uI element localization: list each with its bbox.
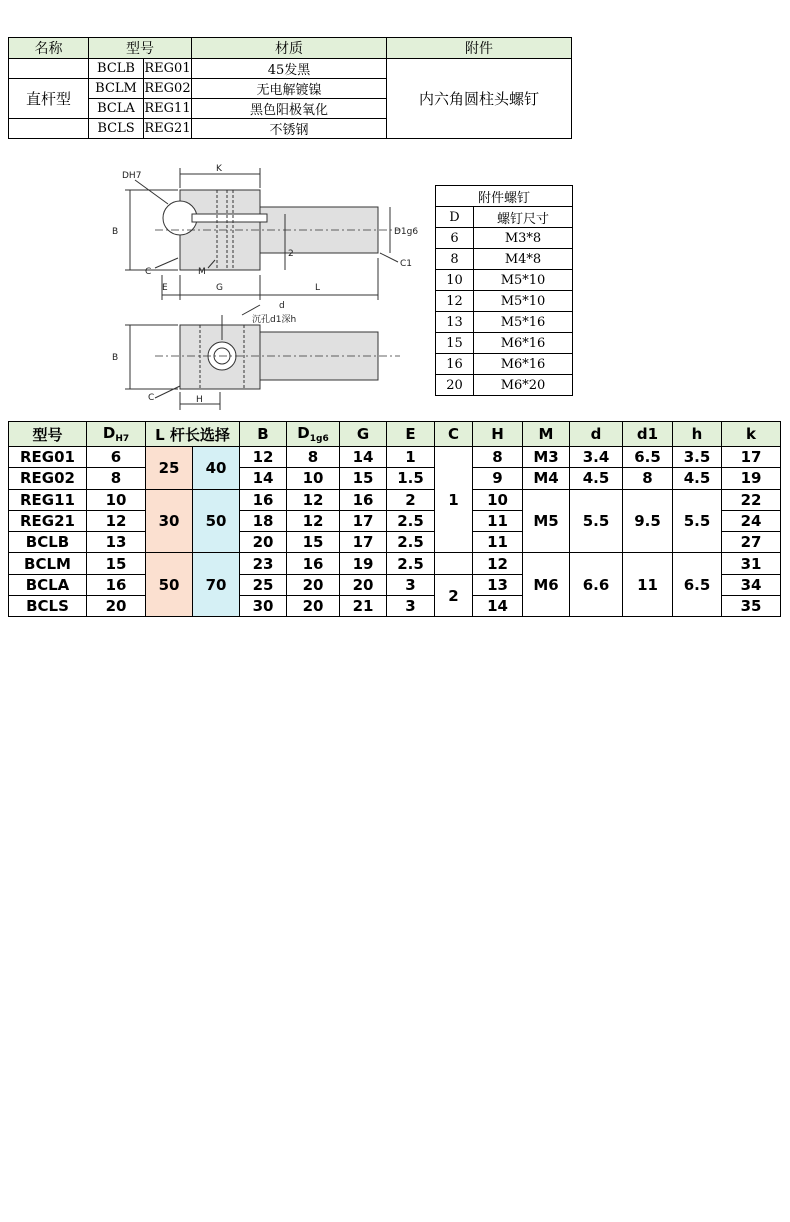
cell-model: REG02	[9, 468, 87, 489]
col-k: k	[722, 422, 781, 447]
cell-hh: 4.5	[673, 468, 722, 489]
header-material: 材质	[192, 38, 387, 59]
col-d: d	[570, 422, 623, 447]
label-d: d	[279, 301, 285, 311]
cell-d1g6: 20	[287, 596, 340, 617]
cell-h: 14	[473, 596, 523, 617]
cell-hh: 3.5	[673, 447, 722, 468]
cell-b: 23	[240, 553, 287, 574]
model-cell: BCLB	[89, 59, 144, 79]
model-cell: BCLS	[89, 119, 144, 139]
col-dh7: $D_{H7}$	[87, 422, 146, 447]
screw-d: 12	[436, 291, 474, 312]
cell-g: 20	[340, 574, 387, 595]
material-cell: 黑色阳极氧化	[192, 99, 387, 119]
screw-size: M6*16	[474, 354, 573, 375]
cell-c-empty	[435, 553, 473, 574]
table-row	[9, 489, 781, 510]
screw-size: M6*16	[474, 333, 573, 354]
material-cell: 无电解镀镍	[192, 79, 387, 99]
material-cell: 45发黑	[192, 59, 387, 79]
dimension-table	[8, 421, 781, 617]
cell-dh7: 8	[87, 468, 146, 489]
cell-d1g6: 16	[287, 553, 340, 574]
screw-d: 15	[436, 333, 474, 354]
cell-d: 4.5	[570, 468, 623, 489]
cell-dh7: 13	[87, 532, 146, 553]
cell-d1g6: 10	[287, 468, 340, 489]
label-d1g6: D1g6	[394, 227, 419, 237]
label-b: B	[112, 227, 119, 237]
cell-k: 24	[722, 510, 781, 531]
label-b2: B	[112, 353, 119, 363]
table-row	[9, 447, 781, 468]
cell-h: 11	[473, 510, 523, 531]
col-hh: h	[673, 422, 722, 447]
cell-model: BCLB	[9, 532, 87, 553]
cell-b: 25	[240, 574, 287, 595]
label-m: M	[198, 267, 206, 277]
cell-g: 16	[340, 489, 387, 510]
cell-e: 1.5	[387, 468, 435, 489]
cell-k: 17	[722, 447, 781, 468]
model-cell: REG21	[144, 119, 192, 139]
cell-g: 15	[340, 468, 387, 489]
cell-e: 2.5	[387, 510, 435, 531]
material-table	[8, 37, 572, 139]
screw-size: M4*8	[474, 249, 573, 270]
cell-l-a: 30	[146, 489, 193, 553]
cell-k: 34	[722, 574, 781, 595]
cell-d1g6: 12	[287, 510, 340, 531]
label-k: K	[216, 164, 222, 174]
model-cell: REG02	[144, 79, 192, 99]
label-c1: C1	[400, 259, 413, 269]
screw-size: M5*10	[474, 270, 573, 291]
cell-h: 10	[473, 489, 523, 510]
cell-b: 18	[240, 510, 287, 531]
label-c: C	[145, 267, 152, 277]
model-cell: REG11	[144, 99, 192, 119]
label-l: L	[315, 283, 321, 293]
cell-hh: 5.5	[673, 489, 722, 553]
cell-b: 16	[240, 489, 287, 510]
cell-dh7: 6	[87, 447, 146, 468]
cell-dh7: 16	[87, 574, 146, 595]
cell-e: 2.5	[387, 553, 435, 574]
cell-k: 22	[722, 489, 781, 510]
col-model: 型号	[9, 422, 87, 447]
cell-hh: 6.5	[673, 553, 722, 617]
cell-d1: 8	[623, 468, 673, 489]
cell-d1: 6.5	[623, 447, 673, 468]
cell-b: 12	[240, 447, 287, 468]
cell-d1g6: 15	[287, 532, 340, 553]
col-b: B	[240, 422, 287, 447]
screw-size: M5*10	[474, 291, 573, 312]
header-model: 型号	[89, 38, 192, 59]
label-counterbore: 沉孔d1深h	[252, 315, 297, 325]
col-m: M	[523, 422, 570, 447]
cell-b: 20	[240, 532, 287, 553]
screw-size: M5*16	[474, 312, 573, 333]
col-l: L 杆长选择	[146, 422, 240, 447]
cell-dh7: 12	[87, 510, 146, 531]
cell-dh7: 15	[87, 553, 146, 574]
cell-e: 2	[387, 489, 435, 510]
cell-h: 12	[473, 553, 523, 574]
screw-table	[435, 185, 573, 396]
accessory-cell: 内六角圆柱头螺钉	[387, 59, 572, 139]
material-cell: 不锈钢	[192, 119, 387, 139]
cell-d1g6: 20	[287, 574, 340, 595]
screw-d: 10	[436, 270, 474, 291]
cell-g: 17	[340, 532, 387, 553]
cell-dh7: 20	[87, 596, 146, 617]
cell-m: M5	[523, 489, 570, 553]
cell-d: 5.5	[570, 489, 623, 553]
cell-model: BCLA	[9, 574, 87, 595]
screw-d: 8	[436, 249, 474, 270]
screw-table-title: 附件螺钉	[436, 186, 573, 207]
screw-d: 16	[436, 354, 474, 375]
cell-l-a: 25	[146, 447, 193, 490]
name-cell-empty	[9, 59, 89, 79]
cell-model: BCLS	[9, 596, 87, 617]
col-g: G	[340, 422, 387, 447]
cell-g: 17	[340, 510, 387, 531]
cell-k: 19	[722, 468, 781, 489]
cell-h: 11	[473, 532, 523, 553]
cell-h: 8	[473, 447, 523, 468]
cell-m: M6	[523, 553, 570, 617]
screw-d: 6	[436, 228, 474, 249]
cell-g: 14	[340, 447, 387, 468]
screw-d: 20	[436, 375, 474, 396]
label-e: E	[162, 283, 168, 293]
label-g: G	[216, 283, 223, 293]
cell-model: BCLM	[9, 553, 87, 574]
technical-drawing	[100, 160, 430, 412]
col-c: C	[435, 422, 473, 447]
cell-c: 2	[435, 574, 473, 617]
cell-l-b: 50	[193, 489, 240, 553]
table-row	[9, 468, 781, 489]
cell-model: REG11	[9, 489, 87, 510]
table-row	[9, 553, 781, 574]
screw-size: M6*20	[474, 375, 573, 396]
cell-d1g6: 8	[287, 447, 340, 468]
cell-g: 21	[340, 596, 387, 617]
name-cell-empty	[9, 119, 89, 139]
cell-d1: 9.5	[623, 489, 673, 553]
cell-g: 19	[340, 553, 387, 574]
label-c2: C	[148, 393, 155, 403]
cell-model: REG01	[9, 447, 87, 468]
cell-k: 35	[722, 596, 781, 617]
model-cell: BCLA	[89, 99, 144, 119]
cell-m: M3	[523, 447, 570, 468]
model-cell: REG01	[144, 59, 192, 79]
label-2: 2	[288, 249, 294, 259]
col-d1g6: $D_{1g6}$	[287, 422, 340, 447]
name-cell: 直杆型	[9, 79, 89, 119]
screw-d: 13	[436, 312, 474, 333]
cell-d1: 11	[623, 553, 673, 617]
header-name: 名称	[9, 38, 89, 59]
cell-h: 9	[473, 468, 523, 489]
col-d1: d1	[623, 422, 673, 447]
cell-d: 3.4	[570, 447, 623, 468]
label-dh7: DH7	[122, 171, 142, 181]
cell-d1g6: 12	[287, 489, 340, 510]
header-accessory: 附件	[387, 38, 572, 59]
cell-k: 31	[722, 553, 781, 574]
slot	[192, 214, 267, 222]
model-cell: BCLM	[89, 79, 144, 99]
cell-dh7: 10	[87, 489, 146, 510]
label-h: H	[196, 395, 203, 405]
screw-size: M3*8	[474, 228, 573, 249]
cell-b: 14	[240, 468, 287, 489]
cell-e: 3	[387, 574, 435, 595]
cell-b: 30	[240, 596, 287, 617]
cell-e: 1	[387, 447, 435, 468]
cell-c: 1	[435, 447, 473, 553]
screw-col-size: 螺钉尺寸	[474, 207, 573, 228]
cell-e: 3	[387, 596, 435, 617]
cell-h: 13	[473, 574, 523, 595]
cell-k: 27	[722, 532, 781, 553]
cell-m: M4	[523, 468, 570, 489]
screw-col-d: D	[436, 207, 474, 228]
cell-l-a: 50	[146, 553, 193, 617]
col-e: E	[387, 422, 435, 447]
cell-l-b: 70	[193, 553, 240, 617]
cell-d: 6.6	[570, 553, 623, 617]
cell-model: REG21	[9, 510, 87, 531]
cell-e: 2.5	[387, 532, 435, 553]
cell-l-b: 40	[193, 447, 240, 490]
col-h: H	[473, 422, 523, 447]
